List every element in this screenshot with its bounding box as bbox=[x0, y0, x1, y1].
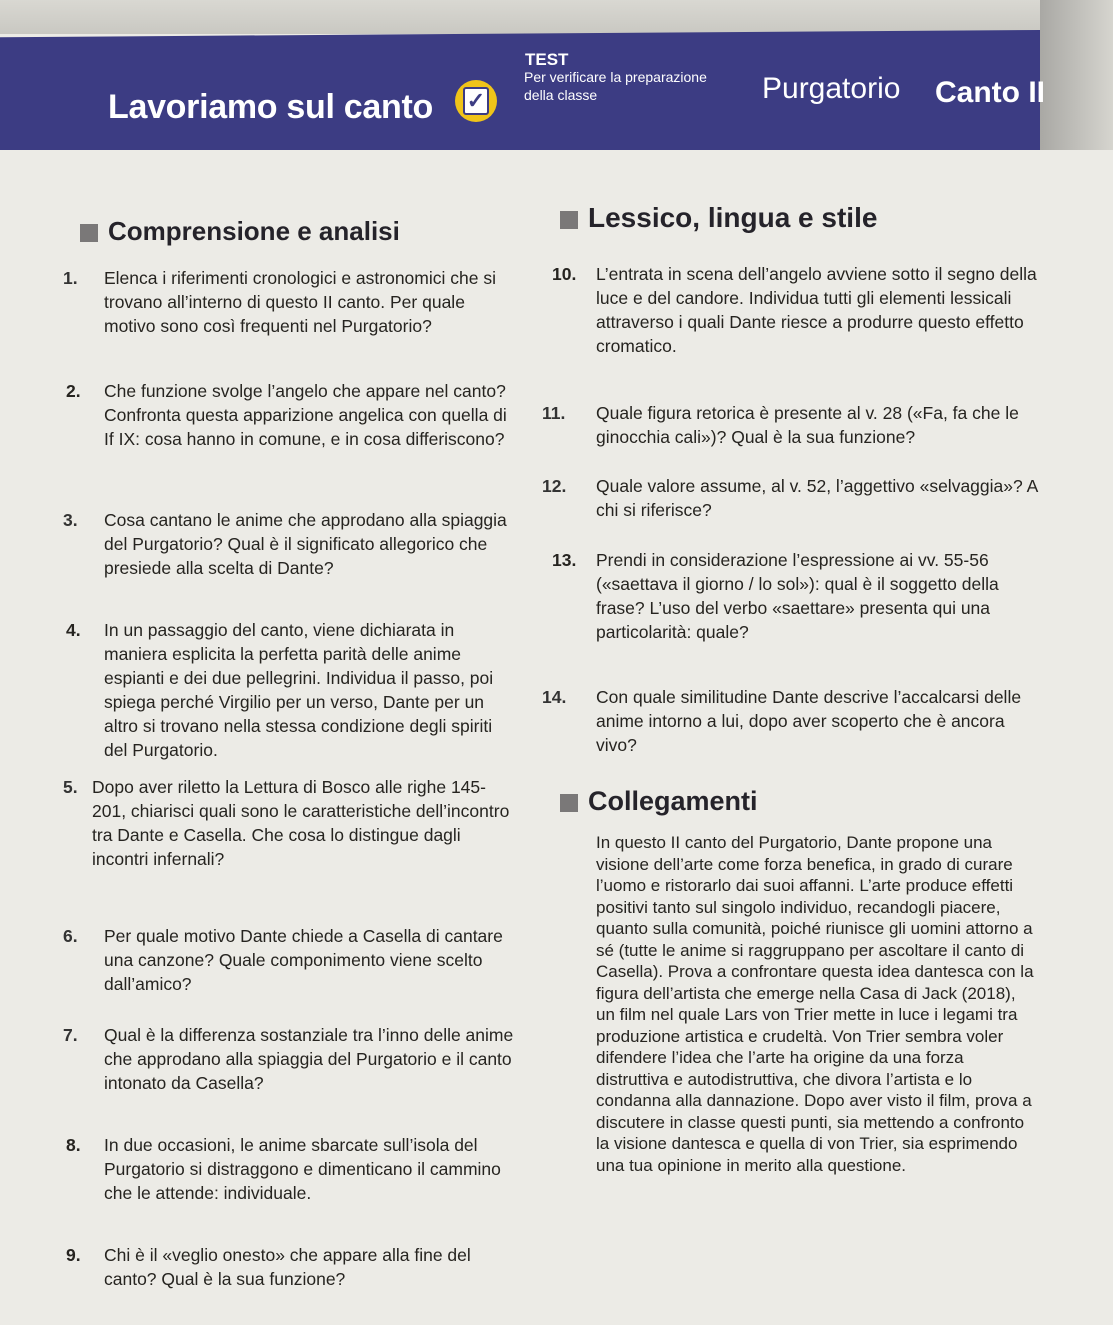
question-13: 13. Prendi in considerazione l’espressione ai vv. 55-56 («saettava il giorno / lo sol»): qual è il soggetto della frase? L’uso del verbo «saettare» presenta qui una particolarità: quale? bbox=[552, 550, 999, 642]
question-12: 12. Quale valore assume, al v. 52, l’aggettivo «selvaggia»? A chi si riferisce? bbox=[542, 476, 1038, 520]
collegamenti-paragraph: In questo II canto del Purgatorio, Dante propone una visione dell’arte come forza benefica, in grado di curare l’uomo e ristorarlo dai suoi affanni. L’arte produce effetti positivi tanto sul singolo individuo, recandogli piacere, quanto sulla comunità, poiché riunisce gli uomini attorno a sé (tutte le anime si raggruppano per ascoltare il canto di Casella). Prova a confrontare questa idea dantesca con la figura dell’artista che emerge nella Casa di Jack (2018), un film nel quale Lars von Trier mette in luce i legami tra produzione artistica e crudeltà. Von Trier sembra voler difendere l’idea che l’arte ha origine da una forza distruttiva e autodistruttiva, che divora l’artista e lo condanna alla dannazione. Dopo aver visto il film, prova a discutere in classe questi punti, sia mettendo a confronto la visione dantesca e quella di von Trier, sia esprimendo una tua opinione in merito alla questione. bbox=[596, 833, 1034, 1175]
question-7: 7. Qual è la differenza sostanziale tra l’inno delle anime che approdano alla spiaggia del Purgatorio e il canto intonato da Casella? bbox=[63, 1025, 514, 1093]
square-bullet-icon bbox=[560, 211, 578, 229]
canto-number: Canto II bbox=[935, 76, 1045, 109]
heading-lessico: Lessico, lingua e stile bbox=[560, 202, 877, 234]
question-3: 3. Cosa cantano le anime che approdano alla spiaggia del Purgatorio? Qual è il significato allegorico che presiede alla scelta di Dante? bbox=[63, 510, 507, 578]
question-6: 6. Per quale motivo Dante chiede a Casella di cantare una canzone? Quale componimento viene scelto dall’amico? bbox=[63, 926, 503, 994]
question-8: 8. In due occasioni, le anime sbarcate sull’isola del Purgatorio si distraggono e dimenticano il cammino che le attende: individuale. bbox=[66, 1135, 501, 1203]
page-top-edge bbox=[0, 0, 1113, 34]
section-name: Purgatorio bbox=[762, 72, 901, 105]
question-9: 9. Chi è il «veglio onesto» che appare alla fine del canto? Qual è la sua funzione? bbox=[66, 1245, 471, 1289]
question-5: 5. Dopo aver riletto la Lettura di Bosco alle righe 145-201, chiarisci quali sono le caratteristiche dell’incontro tra Dante e Casella. Che cosa lo distingue dagli incontri infernali? bbox=[63, 777, 510, 869]
question-11: 11. Quale figura retorica è presente al v. 28 («Fa, fa che le ginocchia cali»)? Qual è la sua funzione? bbox=[542, 403, 1019, 447]
question-2: 2. Che funzione svolge l’angelo che appare nel canto? Confronta questa apparizione angelica con quella di If IX: cosa hanno in comune, e in cosa differiscono? bbox=[66, 381, 507, 449]
question-14: 14. Con quale similitudine Dante descrive l’accalcarsi delle anime intorno a lui, dopo aver scoperto che è ancora vivo? bbox=[542, 687, 1022, 755]
question-10: 10. L’entrata in scena dell’angelo avviene sotto il segno della luce e del candore. Individua tutti gli elementi lessicali attraverso i quali Dante riesce a produrre questo effetto cromatico. bbox=[552, 264, 1037, 356]
checklist-icon: ✓ bbox=[455, 80, 497, 122]
heading-collegamenti: Collegamenti bbox=[560, 786, 758, 817]
square-bullet-icon bbox=[560, 794, 578, 812]
question-1: 1. Elenca i riferimenti cronologici e astronomici che si trovano all’interno di questo II canto. Per quale motivo sono così frequenti nel Purgatorio? bbox=[63, 268, 496, 336]
page-title: Lavoriamo sul canto bbox=[108, 88, 433, 126]
question-4: 4. In un passaggio del canto, viene dichiarata in maniera esplicita la perfetta parità delle anime espianti e dei due pellegrini. Individua il passo, poi spiega perché Virgilio per un verso, Dante per un altro si trovano nella stessa condizione degli spiriti del Purgatorio. bbox=[66, 620, 494, 760]
heading-comprensione: Comprensione e analisi bbox=[80, 216, 400, 247]
square-bullet-icon bbox=[80, 224, 98, 242]
test-label: TEST bbox=[525, 50, 569, 69]
page-gutter bbox=[1040, 0, 1113, 150]
test-subtitle: Per verificare la preparazione della classe bbox=[524, 69, 707, 103]
